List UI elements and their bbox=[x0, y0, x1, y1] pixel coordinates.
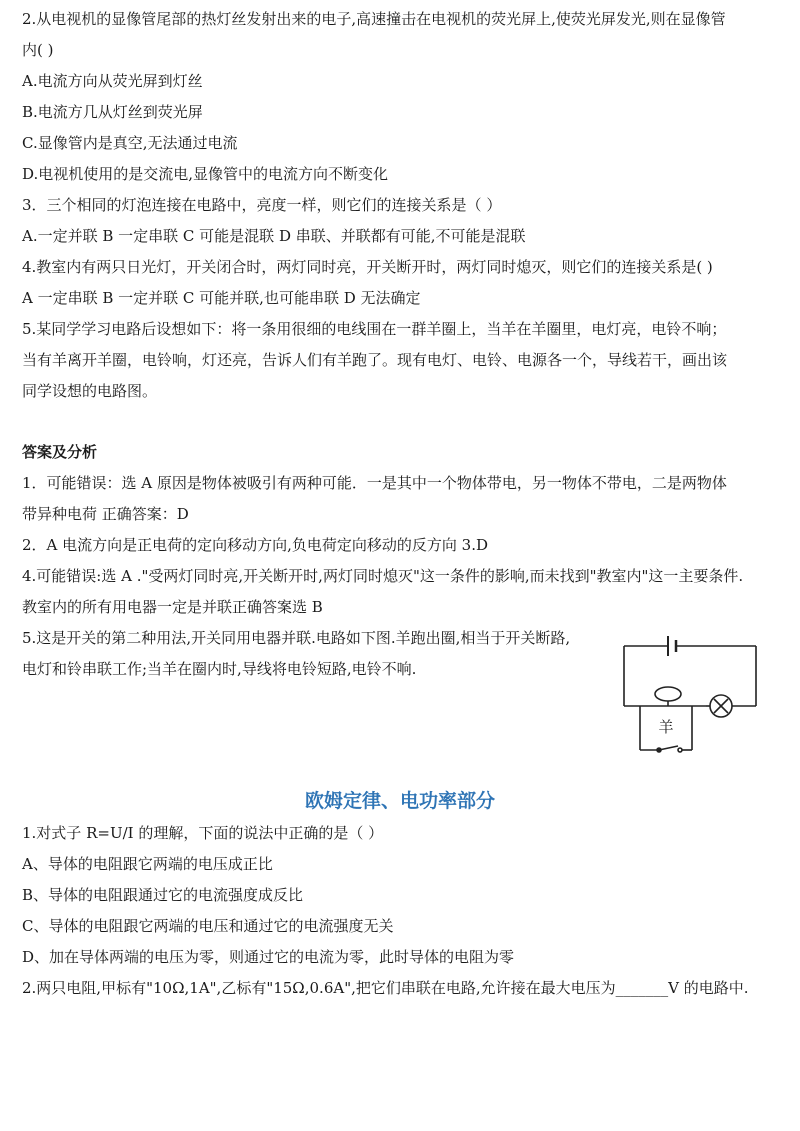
ohm-problem-1: 1.对式子 R=U/I 的理解，下面的说法中正确的是（ ） bbox=[22, 824, 384, 842]
lamp-symbol bbox=[655, 687, 681, 701]
problem-4: 4.教室内有两只日光灯，开关闭合时，两灯同时亮，开关断开时，两灯同时熄灭，则它们的连接关系是( ) bbox=[22, 258, 713, 276]
ohm-option-a: A、导体的电阻跟它两端的电压成正比 bbox=[22, 855, 273, 873]
section-heading: 欧姆定律、电功率部分 bbox=[304, 790, 495, 812]
ohm-option-b: B、导体的电阻跟通过它的电流强度成反比 bbox=[22, 886, 304, 904]
problem-3-options: A.一定并联 B 一定串联 C 可能是混联 D 串联、并联都有可能,不可能是混联 bbox=[22, 227, 526, 245]
problem-5-line-2: 当有羊离开羊圈，电铃响，灯还亮，告诉人们有羊跑了。现有电灯、电铃、电源各一个，导线若干，画出该 bbox=[22, 351, 728, 369]
sheep-label: 羊 bbox=[658, 718, 674, 736]
answers-heading: 答案及分析 bbox=[22, 443, 98, 461]
switch-contact-right bbox=[678, 748, 682, 752]
answer-4-line-1: 4.可能错误:选 A ."受两灯同时亮,开关断开时,两灯同时熄灭"这一条件的影响,而未找到"教室内"这一主要条件. bbox=[22, 567, 744, 585]
ohm-option-d: D、加在导体两端的电压为零，则通过它的电流为零，此时导体的电阻为零 bbox=[22, 948, 515, 966]
option-a: A.电流方向从荧光屏到灯丝 bbox=[22, 72, 203, 90]
option-b: B.电流方几从灯丝到荧光屏 bbox=[22, 103, 203, 121]
answer-2-3: 2．A 电流方向是正电荷的定向移动方向,负电荷定向移动的反方向 3.D bbox=[22, 536, 489, 554]
ohm-problem-2: 2.两只电阻,甲标有"10Ω,1A",乙标有"15Ω,0.6A",把它们串联在电路,允许接在最大电压为_______V 的电路中. bbox=[22, 979, 749, 997]
option-c: C.显像管内是真空,无法通过电流 bbox=[22, 134, 238, 152]
switch-blade bbox=[659, 746, 678, 750]
answer-5-line-2: 电灯和铃串联工作;当羊在圈内时,导线将电铃短路,电铃不响. bbox=[22, 660, 417, 678]
problem-5-line-1: 5.某同学学习电路后设想如下：将一条用很细的电线围在一群羊圈上，当羊在羊圈里，电灯亮，电铃不响； bbox=[22, 320, 727, 338]
answer-1-line-2: 带异种电荷 正确答案：D bbox=[22, 505, 189, 523]
circuit-diagram bbox=[610, 628, 770, 758]
problem-4-options: A 一定串联 B 一定并联 C 可能并联,也可能串联 D 无法确定 bbox=[22, 289, 421, 307]
option-d: D.电视机使用的是交流电,显像管中的电流方向不断变化 bbox=[22, 165, 389, 183]
answer-4-line-2: 教室内的所有用电器一定是并联正确答案选 B bbox=[22, 598, 323, 616]
problem-2-line-1: 2.从电视机的显像管尾部的热灯丝发射出来的电子,高速撞击在电视机的荧光屏上,使荧光屏发光,则在显像管 bbox=[22, 10, 726, 28]
answer-1-line-1: 1．可能错误：选 A 原因是物体被吸引有两种可能．一是其中一个物体带电，另一物体不带电，二是两物体 bbox=[22, 474, 727, 492]
answer-5-line-1: 5.这是开关的第二种用法,开关同用电器并联.电路如下图.羊跑出圈,相当于开关断路, bbox=[22, 629, 571, 647]
problem-2-line-2: 内( ) bbox=[22, 41, 54, 59]
problem-5-line-3: 同学设想的电路图。 bbox=[22, 382, 158, 400]
problem-3: 3．三个相同的灯泡连接在电路中，亮度一样，则它们的连接关系是（ ） bbox=[22, 196, 502, 214]
ohm-option-c: C、导体的电阻跟它两端的电压和通过它的电流强度无关 bbox=[22, 917, 394, 935]
